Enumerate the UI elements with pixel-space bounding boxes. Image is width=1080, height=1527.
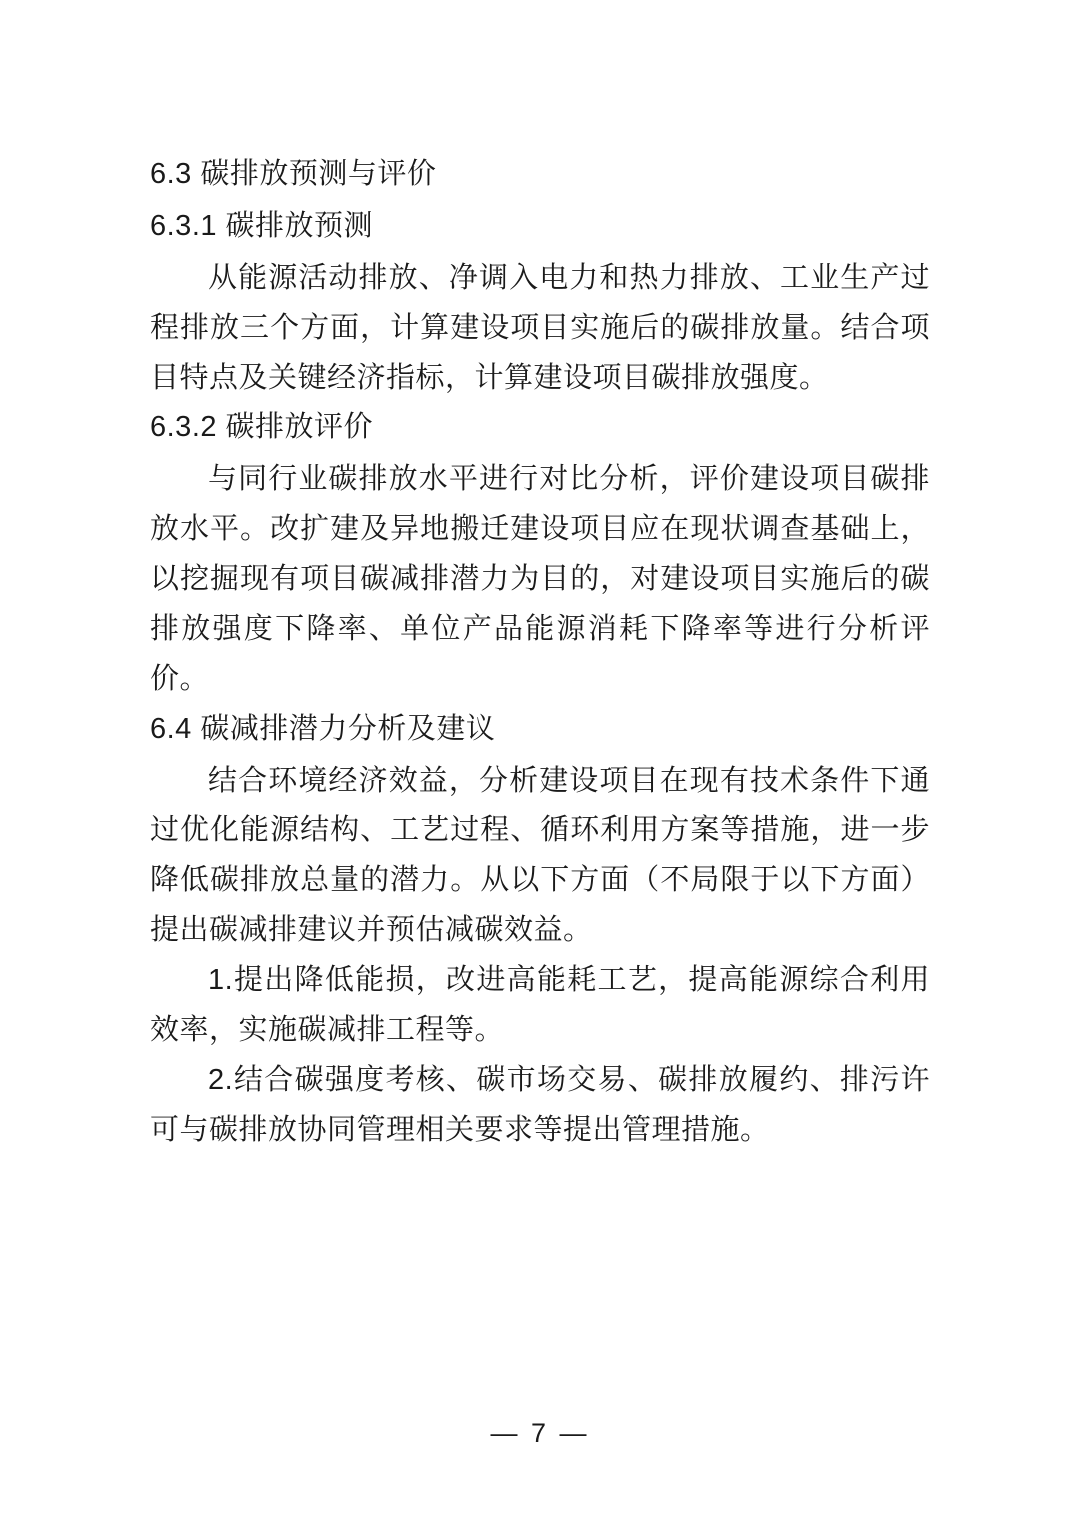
section-heading-6-4: 6.4 碳减排潜力分析及建议 [150, 712, 496, 745]
paragraph-carbon-emission-forecast: 从能源活动排放、净调入电力和热力排放、工业生产过程排放三个方面，计算建设项目实施后的碳排放量。结合项目特点及关键经济指标，计算建设项目碳排放强度。 [150, 261, 930, 394]
paragraph-carbon-emission-evaluation: 与同行业碳排放水平进行对比分析，评价建设项目碳排放水平。改扩建及异地搬迁建设项目应在现状调查基础上，以挖掘现有项目碳减排潜力为目的，对建设项目实施后的碳排放强度下降率、单位产品能源消耗下降率等进行分析评价。 [150, 463, 930, 695]
page-number-footer: — 7 — [490, 1418, 590, 1448]
section-heading-6-3-1: 6.3.1 碳排放预测 [150, 209, 374, 242]
section-heading-6-3-2: 6.3.2 碳排放评价 [150, 411, 374, 444]
document-body [150, 150, 930, 1156]
list-item-1: 1.提出降低能损，改进高能耗工艺，提高能源综合利用效率，实施碳减排工程等。 [150, 964, 930, 1046]
list-item-2: 2.结合碳强度考核、碳市场交易、碳排放履约、排污许可与碳排放协同管理相关要求等提出管理措施。 [150, 1063, 930, 1146]
section-heading-6-3: 6.3 碳排放预测与评价 [150, 158, 437, 190]
paragraph-reduction-potential: 结合环境经济效益，分析建设项目在现有技术条件下通过优化能源结构、工艺过程、循环利用方案等措施，进一步降低碳排放总量的潜力。从以下方面（不局限于以下方面）提出碳减排建议并预估减碳效益。 [150, 764, 930, 947]
